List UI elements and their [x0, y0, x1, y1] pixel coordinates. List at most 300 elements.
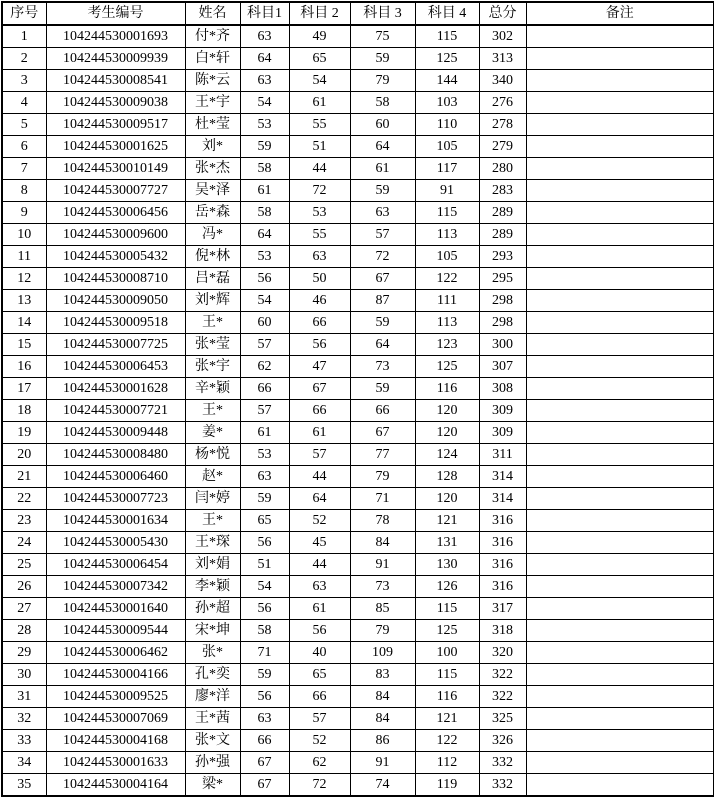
- cell-subject3: 66: [350, 400, 415, 422]
- cell-candidate-id: 104244530009050: [46, 290, 185, 312]
- cell-candidate-id: 104244530009518: [46, 312, 185, 334]
- cell-subject3: 67: [350, 422, 415, 444]
- cell-subject1: 63: [240, 708, 289, 730]
- table-row: [2, 334, 714, 356]
- cell-subject1: 71: [240, 642, 289, 664]
- cell-candidate-id: 104244530001640: [46, 598, 185, 620]
- cell-remark: [526, 356, 714, 378]
- table-row: [2, 488, 714, 510]
- cell-index: 2: [2, 48, 46, 70]
- cell-candidate-id: 104244530009038: [46, 92, 185, 114]
- cell-subject2: 44: [289, 466, 350, 488]
- cell-subject4: 117: [415, 158, 479, 180]
- cell-subject3: 84: [350, 708, 415, 730]
- cell-index: 6: [2, 136, 46, 158]
- cell-candidate-id: 104244530009525: [46, 686, 185, 708]
- column-header-candidate-id: 考生编号: [46, 2, 185, 25]
- cell-total: 309: [479, 422, 526, 444]
- cell-subject1: 53: [240, 114, 289, 136]
- cell-name: 岳*森: [185, 202, 240, 224]
- cell-subject4: 112: [415, 752, 479, 774]
- cell-index: 27: [2, 598, 46, 620]
- column-header-subject4: 科目 4: [415, 2, 479, 25]
- cell-name: 倪*林: [185, 246, 240, 268]
- cell-index: 10: [2, 224, 46, 246]
- cell-name: 王*: [185, 510, 240, 532]
- cell-candidate-id: 104244530004168: [46, 730, 185, 752]
- cell-remark: [526, 598, 714, 620]
- cell-index: 13: [2, 290, 46, 312]
- cell-name: 王*宇: [185, 92, 240, 114]
- table-row: [2, 642, 714, 664]
- column-header-total: 总分: [479, 2, 526, 25]
- cell-name: 刘*辉: [185, 290, 240, 312]
- cell-candidate-id: 104244530006456: [46, 202, 185, 224]
- cell-index: 4: [2, 92, 46, 114]
- cell-index: 21: [2, 466, 46, 488]
- cell-index: 32: [2, 708, 46, 730]
- cell-index: 1: [2, 25, 46, 48]
- cell-candidate-id: 104244530005432: [46, 246, 185, 268]
- cell-index: 7: [2, 158, 46, 180]
- cell-name: 刘*娟: [185, 554, 240, 576]
- cell-subject4: 105: [415, 246, 479, 268]
- table-row: [2, 554, 714, 576]
- cell-name: 王*: [185, 312, 240, 334]
- cell-total: 309: [479, 400, 526, 422]
- cell-subject3: 61: [350, 158, 415, 180]
- cell-subject4: 105: [415, 136, 479, 158]
- cell-remark: [526, 444, 714, 466]
- cell-index: 31: [2, 686, 46, 708]
- cell-name: 闫*婷: [185, 488, 240, 510]
- table-row: [2, 774, 714, 797]
- table-row: [2, 70, 714, 92]
- cell-subject1: 66: [240, 730, 289, 752]
- cell-total: 307: [479, 356, 526, 378]
- cell-candidate-id: 104244530004164: [46, 774, 185, 797]
- cell-subject1: 62: [240, 356, 289, 378]
- cell-remark: [526, 774, 714, 797]
- cell-remark: [526, 730, 714, 752]
- cell-subject1: 58: [240, 620, 289, 642]
- cell-subject4: 113: [415, 312, 479, 334]
- cell-subject2: 44: [289, 554, 350, 576]
- cell-index: 19: [2, 422, 46, 444]
- table-row: [2, 290, 714, 312]
- cell-candidate-id: 104244530007725: [46, 334, 185, 356]
- cell-total: 316: [479, 510, 526, 532]
- cell-remark: [526, 664, 714, 686]
- cell-index: 30: [2, 664, 46, 686]
- cell-subject1: 51: [240, 554, 289, 576]
- exam-score-table: [1, 1, 714, 797]
- table-row: [2, 268, 714, 290]
- cell-candidate-id: 104244530001634: [46, 510, 185, 532]
- cell-index: 5: [2, 114, 46, 136]
- cell-subject3: 109: [350, 642, 415, 664]
- cell-subject4: 103: [415, 92, 479, 114]
- cell-remark: [526, 92, 714, 114]
- table-row: [2, 25, 714, 48]
- cell-subject4: 123: [415, 334, 479, 356]
- cell-remark: [526, 312, 714, 334]
- cell-subject1: 59: [240, 136, 289, 158]
- column-header-subject2: 科目 2: [289, 2, 350, 25]
- cell-subject4: 128: [415, 466, 479, 488]
- cell-name: 张*宇: [185, 356, 240, 378]
- cell-subject1: 57: [240, 334, 289, 356]
- cell-name: 廖*洋: [185, 686, 240, 708]
- cell-candidate-id: 104244530007342: [46, 576, 185, 598]
- cell-subject3: 86: [350, 730, 415, 752]
- cell-index: 35: [2, 774, 46, 797]
- cell-candidate-id: 104244530001633: [46, 752, 185, 774]
- cell-subject1: 64: [240, 48, 289, 70]
- cell-subject3: 59: [350, 180, 415, 202]
- cell-index: 25: [2, 554, 46, 576]
- cell-remark: [526, 180, 714, 202]
- cell-total: 280: [479, 158, 526, 180]
- table-row: [2, 422, 714, 444]
- table-row: [2, 664, 714, 686]
- cell-index: 3: [2, 70, 46, 92]
- cell-total: 316: [479, 554, 526, 576]
- cell-subject4: 116: [415, 686, 479, 708]
- cell-candidate-id: 104244530008541: [46, 70, 185, 92]
- cell-subject3: 79: [350, 70, 415, 92]
- table-row: [2, 686, 714, 708]
- cell-remark: [526, 576, 714, 598]
- table-row: [2, 158, 714, 180]
- cell-index: 17: [2, 378, 46, 400]
- cell-candidate-id: 104244530001693: [46, 25, 185, 48]
- cell-subject1: 66: [240, 378, 289, 400]
- cell-subject2: 40: [289, 642, 350, 664]
- cell-candidate-id: 104244530009544: [46, 620, 185, 642]
- cell-remark: [526, 554, 714, 576]
- cell-total: 308: [479, 378, 526, 400]
- table-row: [2, 378, 714, 400]
- cell-name: 冯*: [185, 224, 240, 246]
- cell-subject4: 131: [415, 532, 479, 554]
- cell-subject4: 113: [415, 224, 479, 246]
- cell-subject2: 54: [289, 70, 350, 92]
- cell-subject2: 55: [289, 114, 350, 136]
- cell-total: 278: [479, 114, 526, 136]
- cell-subject1: 53: [240, 444, 289, 466]
- table-row: [2, 510, 714, 532]
- cell-name: 吕*磊: [185, 268, 240, 290]
- cell-name: 王*: [185, 400, 240, 422]
- cell-subject2: 45: [289, 532, 350, 554]
- cell-candidate-id: 104244530006453: [46, 356, 185, 378]
- cell-remark: [526, 708, 714, 730]
- table-row: [2, 356, 714, 378]
- cell-subject3: 75: [350, 25, 415, 48]
- cell-remark: [526, 70, 714, 92]
- cell-total: 320: [479, 642, 526, 664]
- cell-index: 34: [2, 752, 46, 774]
- cell-name: 付*齐: [185, 25, 240, 48]
- cell-candidate-id: 104244530007727: [46, 180, 185, 202]
- cell-subject3: 83: [350, 664, 415, 686]
- table-row: [2, 92, 714, 114]
- cell-subject4: 125: [415, 620, 479, 642]
- cell-subject1: 64: [240, 224, 289, 246]
- cell-subject3: 71: [350, 488, 415, 510]
- cell-remark: [526, 378, 714, 400]
- cell-subject1: 65: [240, 510, 289, 532]
- cell-subject4: 121: [415, 708, 479, 730]
- cell-candidate-id: 104244530006462: [46, 642, 185, 664]
- cell-total: 289: [479, 224, 526, 246]
- table-row: [2, 708, 714, 730]
- cell-index: 24: [2, 532, 46, 554]
- cell-remark: [526, 246, 714, 268]
- cell-subject2: 66: [289, 312, 350, 334]
- cell-subject3: 59: [350, 312, 415, 334]
- cell-subject2: 47: [289, 356, 350, 378]
- cell-name: 张*: [185, 642, 240, 664]
- column-header-index: 序号: [2, 2, 46, 25]
- cell-subject3: 59: [350, 48, 415, 70]
- cell-subject3: 91: [350, 752, 415, 774]
- cell-subject2: 46: [289, 290, 350, 312]
- cell-name: 孔*奕: [185, 664, 240, 686]
- cell-subject3: 64: [350, 334, 415, 356]
- cell-subject3: 84: [350, 532, 415, 554]
- cell-index: 29: [2, 642, 46, 664]
- cell-remark: [526, 202, 714, 224]
- cell-remark: [526, 114, 714, 136]
- column-header-remark: 备注: [526, 2, 714, 25]
- cell-candidate-id: 104244530009939: [46, 48, 185, 70]
- cell-subject1: 54: [240, 290, 289, 312]
- cell-subject1: 63: [240, 466, 289, 488]
- cell-subject1: 67: [240, 752, 289, 774]
- cell-subject4: 115: [415, 202, 479, 224]
- table-row: [2, 444, 714, 466]
- cell-subject4: 130: [415, 554, 479, 576]
- cell-subject3: 59: [350, 378, 415, 400]
- cell-total: 314: [479, 488, 526, 510]
- cell-subject4: 111: [415, 290, 479, 312]
- cell-subject2: 72: [289, 180, 350, 202]
- cell-name: 姜*: [185, 422, 240, 444]
- cell-subject2: 56: [289, 620, 350, 642]
- cell-index: 14: [2, 312, 46, 334]
- cell-total: 313: [479, 48, 526, 70]
- cell-name: 宋*坤: [185, 620, 240, 642]
- cell-name: 杜*莹: [185, 114, 240, 136]
- cell-subject4: 120: [415, 488, 479, 510]
- table-row: [2, 466, 714, 488]
- cell-subject1: 60: [240, 312, 289, 334]
- cell-subject3: 72: [350, 246, 415, 268]
- cell-remark: [526, 268, 714, 290]
- cell-subject2: 72: [289, 774, 350, 797]
- cell-candidate-id: 104244530008710: [46, 268, 185, 290]
- cell-subject2: 52: [289, 510, 350, 532]
- cell-name: 王*琛: [185, 532, 240, 554]
- cell-subject2: 44: [289, 158, 350, 180]
- cell-name: 李*颖: [185, 576, 240, 598]
- cell-total: 300: [479, 334, 526, 356]
- cell-subject1: 63: [240, 25, 289, 48]
- cell-candidate-id: 104244530007069: [46, 708, 185, 730]
- cell-remark: [526, 48, 714, 70]
- cell-subject3: 74: [350, 774, 415, 797]
- cell-subject2: 55: [289, 224, 350, 246]
- cell-remark: [526, 290, 714, 312]
- cell-candidate-id: 104244530009600: [46, 224, 185, 246]
- table-row: [2, 730, 714, 752]
- cell-subject1: 54: [240, 576, 289, 598]
- cell-subject2: 65: [289, 48, 350, 70]
- table-row: [2, 752, 714, 774]
- cell-subject2: 66: [289, 686, 350, 708]
- table-row: [2, 598, 714, 620]
- cell-candidate-id: 104244530007721: [46, 400, 185, 422]
- table-row: [2, 532, 714, 554]
- cell-subject2: 66: [289, 400, 350, 422]
- cell-total: 298: [479, 290, 526, 312]
- cell-index: 11: [2, 246, 46, 268]
- cell-index: 8: [2, 180, 46, 202]
- table-row: [2, 620, 714, 642]
- cell-name: 赵*: [185, 466, 240, 488]
- cell-subject4: 100: [415, 642, 479, 664]
- cell-index: 22: [2, 488, 46, 510]
- cell-subject1: 57: [240, 400, 289, 422]
- table-row: [2, 224, 714, 246]
- cell-subject2: 62: [289, 752, 350, 774]
- table-row: [2, 400, 714, 422]
- cell-index: 18: [2, 400, 46, 422]
- cell-total: 322: [479, 664, 526, 686]
- cell-remark: [526, 620, 714, 642]
- cell-remark: [526, 25, 714, 48]
- cell-subject2: 57: [289, 708, 350, 730]
- cell-candidate-id: 104244530006454: [46, 554, 185, 576]
- cell-name: 杨*悦: [185, 444, 240, 466]
- cell-subject2: 51: [289, 136, 350, 158]
- cell-name: 张*莹: [185, 334, 240, 356]
- cell-subject4: 115: [415, 25, 479, 48]
- cell-subject1: 56: [240, 532, 289, 554]
- cell-subject2: 52: [289, 730, 350, 752]
- cell-subject2: 63: [289, 246, 350, 268]
- table-row: [2, 48, 714, 70]
- cell-total: 318: [479, 620, 526, 642]
- cell-index: 16: [2, 356, 46, 378]
- cell-total: 302: [479, 25, 526, 48]
- table-row: [2, 136, 714, 158]
- cell-subject2: 61: [289, 422, 350, 444]
- cell-candidate-id: 104244530004166: [46, 664, 185, 686]
- cell-total: 332: [479, 752, 526, 774]
- cell-remark: [526, 466, 714, 488]
- cell-total: 279: [479, 136, 526, 158]
- cell-subject4: 115: [415, 598, 479, 620]
- cell-subject3: 79: [350, 620, 415, 642]
- cell-subject3: 57: [350, 224, 415, 246]
- cell-total: 276: [479, 92, 526, 114]
- cell-name: 辛*颖: [185, 378, 240, 400]
- cell-subject3: 73: [350, 356, 415, 378]
- cell-subject4: 119: [415, 774, 479, 797]
- cell-subject1: 58: [240, 158, 289, 180]
- cell-subject2: 64: [289, 488, 350, 510]
- cell-subject4: 125: [415, 356, 479, 378]
- cell-remark: [526, 334, 714, 356]
- cell-index: 26: [2, 576, 46, 598]
- cell-total: 298: [479, 312, 526, 334]
- cell-index: 33: [2, 730, 46, 752]
- cell-index: 20: [2, 444, 46, 466]
- cell-index: 23: [2, 510, 46, 532]
- cell-name: 刘*: [185, 136, 240, 158]
- cell-total: 311: [479, 444, 526, 466]
- cell-subject3: 64: [350, 136, 415, 158]
- cell-subject4: 125: [415, 48, 479, 70]
- table-row: [2, 576, 714, 598]
- cell-subject4: 116: [415, 378, 479, 400]
- cell-subject4: 120: [415, 400, 479, 422]
- cell-subject1: 59: [240, 488, 289, 510]
- cell-total: 340: [479, 70, 526, 92]
- cell-subject4: 144: [415, 70, 479, 92]
- cell-subject1: 56: [240, 268, 289, 290]
- cell-candidate-id: 104244530006460: [46, 466, 185, 488]
- cell-subject4: 122: [415, 730, 479, 752]
- table-row: [2, 180, 714, 202]
- cell-subject4: 115: [415, 664, 479, 686]
- cell-subject1: 56: [240, 598, 289, 620]
- cell-remark: [526, 488, 714, 510]
- cell-total: 326: [479, 730, 526, 752]
- cell-remark: [526, 532, 714, 554]
- cell-subject2: 65: [289, 664, 350, 686]
- cell-subject3: 58: [350, 92, 415, 114]
- cell-index: 15: [2, 334, 46, 356]
- cell-subject2: 57: [289, 444, 350, 466]
- cell-subject3: 87: [350, 290, 415, 312]
- cell-subject3: 60: [350, 114, 415, 136]
- cell-total: 283: [479, 180, 526, 202]
- cell-subject1: 58: [240, 202, 289, 224]
- cell-name: 王*茜: [185, 708, 240, 730]
- cell-name: 张*杰: [185, 158, 240, 180]
- cell-subject3: 73: [350, 576, 415, 598]
- column-header-subject1: 科目1: [240, 2, 289, 25]
- cell-remark: [526, 136, 714, 158]
- cell-subject4: 91: [415, 180, 479, 202]
- cell-subject2: 61: [289, 92, 350, 114]
- cell-total: 325: [479, 708, 526, 730]
- cell-remark: [526, 752, 714, 774]
- cell-subject4: 122: [415, 268, 479, 290]
- cell-name: 孙*超: [185, 598, 240, 620]
- cell-candidate-id: 104244530009448: [46, 422, 185, 444]
- cell-candidate-id: 104244530001625: [46, 136, 185, 158]
- cell-candidate-id: 104244530005430: [46, 532, 185, 554]
- cell-subject1: 59: [240, 664, 289, 686]
- cell-subject2: 53: [289, 202, 350, 224]
- cell-subject1: 56: [240, 686, 289, 708]
- cell-total: 322: [479, 686, 526, 708]
